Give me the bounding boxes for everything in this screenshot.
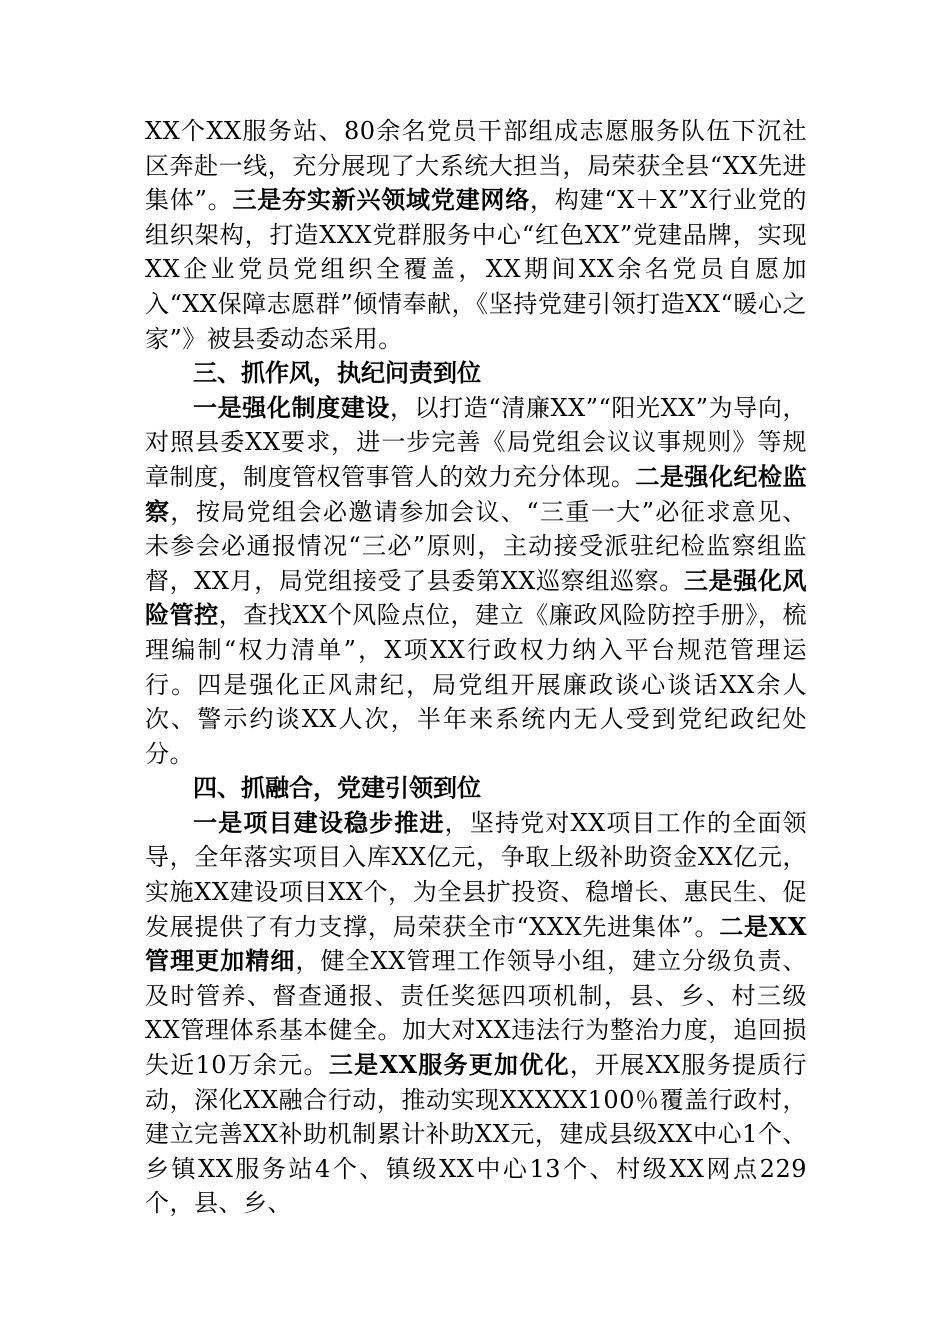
bold-run: 三是XX服务更加优化 <box>328 1050 570 1080</box>
paragraph-party-building-network <box>145 114 807 356</box>
text-run: ，坚持党对XX项目工作的全面领导，全年落实项目入库XX亿元，争取上级补助资金XX亿元，实施XX建设项目XX个，为全县扩投资、稳增长、惠民生、促发展提供了有力支撑，局荣获全市“XXX先进集体”。 <box>145 808 808 941</box>
section-heading-integration <box>145 771 807 806</box>
bold-run: 二是强化纪检监察 <box>145 461 808 526</box>
text-run: ，健全XX管理工作领导小组，建立分级负责、及时管养、督查通报、责任奖惩四项机制，县、乡、村三级XX管理体系基本健全。加大对XX违法行为整治力度，追回损失近10万余元。 <box>145 947 808 1080</box>
text-run: XX个XX服务站、80余名党员干部组成志愿服务队伍下沉社区奔赴一线，充分展现了大系统大担当，局荣获全县“XX先进集体”。 <box>145 117 807 215</box>
bold-run: 三是夯实新兴领域党建网络 <box>232 185 531 215</box>
heading-text: 三、抓作风，执纪问责到位 <box>193 358 481 388</box>
text-run: ，开展XX服务提质行动，深化XX融合行动，推动实现XXXXX100％覆盖行政村，建立完善XX补助机制累计补助XX元，建成县级XX中心1个、乡镇XX服务站4个、镇级XX中心13个、村级XX网点229个，县、乡、 <box>145 1051 808 1218</box>
bold-run: 一是强化制度建设 <box>193 392 390 422</box>
text-run: ，构建“X＋X”X行业党的组织架构，打造XXX党群服务中心“红色XX”党建品牌，实现XX企业党员党组织全覆盖，XX期间XX余名党员自愿加入“XX保障志愿群”倾情奉献，《坚持党建引领打造XX“暖心之家”》被县委动态采用。 <box>145 186 807 353</box>
text-run: ，查找XX个风险点位，建立《廉政风险防控手册》，梳理编制“权力清单”，X项XX行政权力纳入平台规范管理运行。四是强化正风肃纪，局党组开展廉政谈心谈话XX余人次、警示约谈XX人次，半年来系统内无人受到党纪政纪处分。 <box>145 601 808 768</box>
text-run: ，以打造“清廉XX”“阳光XX”为导向，对照县委XX要求，进一步完善《局党组会议议事规则》等规章制度，制度管权管事管人的效力充分体现。 <box>145 393 807 491</box>
bold-run: 三是强化风险管控 <box>145 565 808 630</box>
heading-text: 四、抓融合，党建引领到位 <box>193 773 481 803</box>
section-heading-work-style <box>145 356 807 391</box>
document-page <box>145 114 807 1221</box>
bold-run: 二是XX管理更加精细 <box>145 911 807 976</box>
text-run: ，按局党组会必邀请参加会议、“三重一大”必征求意见、未参会必通报情况“三必”原则，主动接受派驻纪检监察组监督，XX月，局党组接受了县委第XX巡察组巡察。 <box>145 497 807 595</box>
paragraph-discipline <box>145 391 807 772</box>
paragraph-projects <box>145 806 807 1221</box>
bold-run: 一是项目建设稳步推进 <box>193 807 445 837</box>
